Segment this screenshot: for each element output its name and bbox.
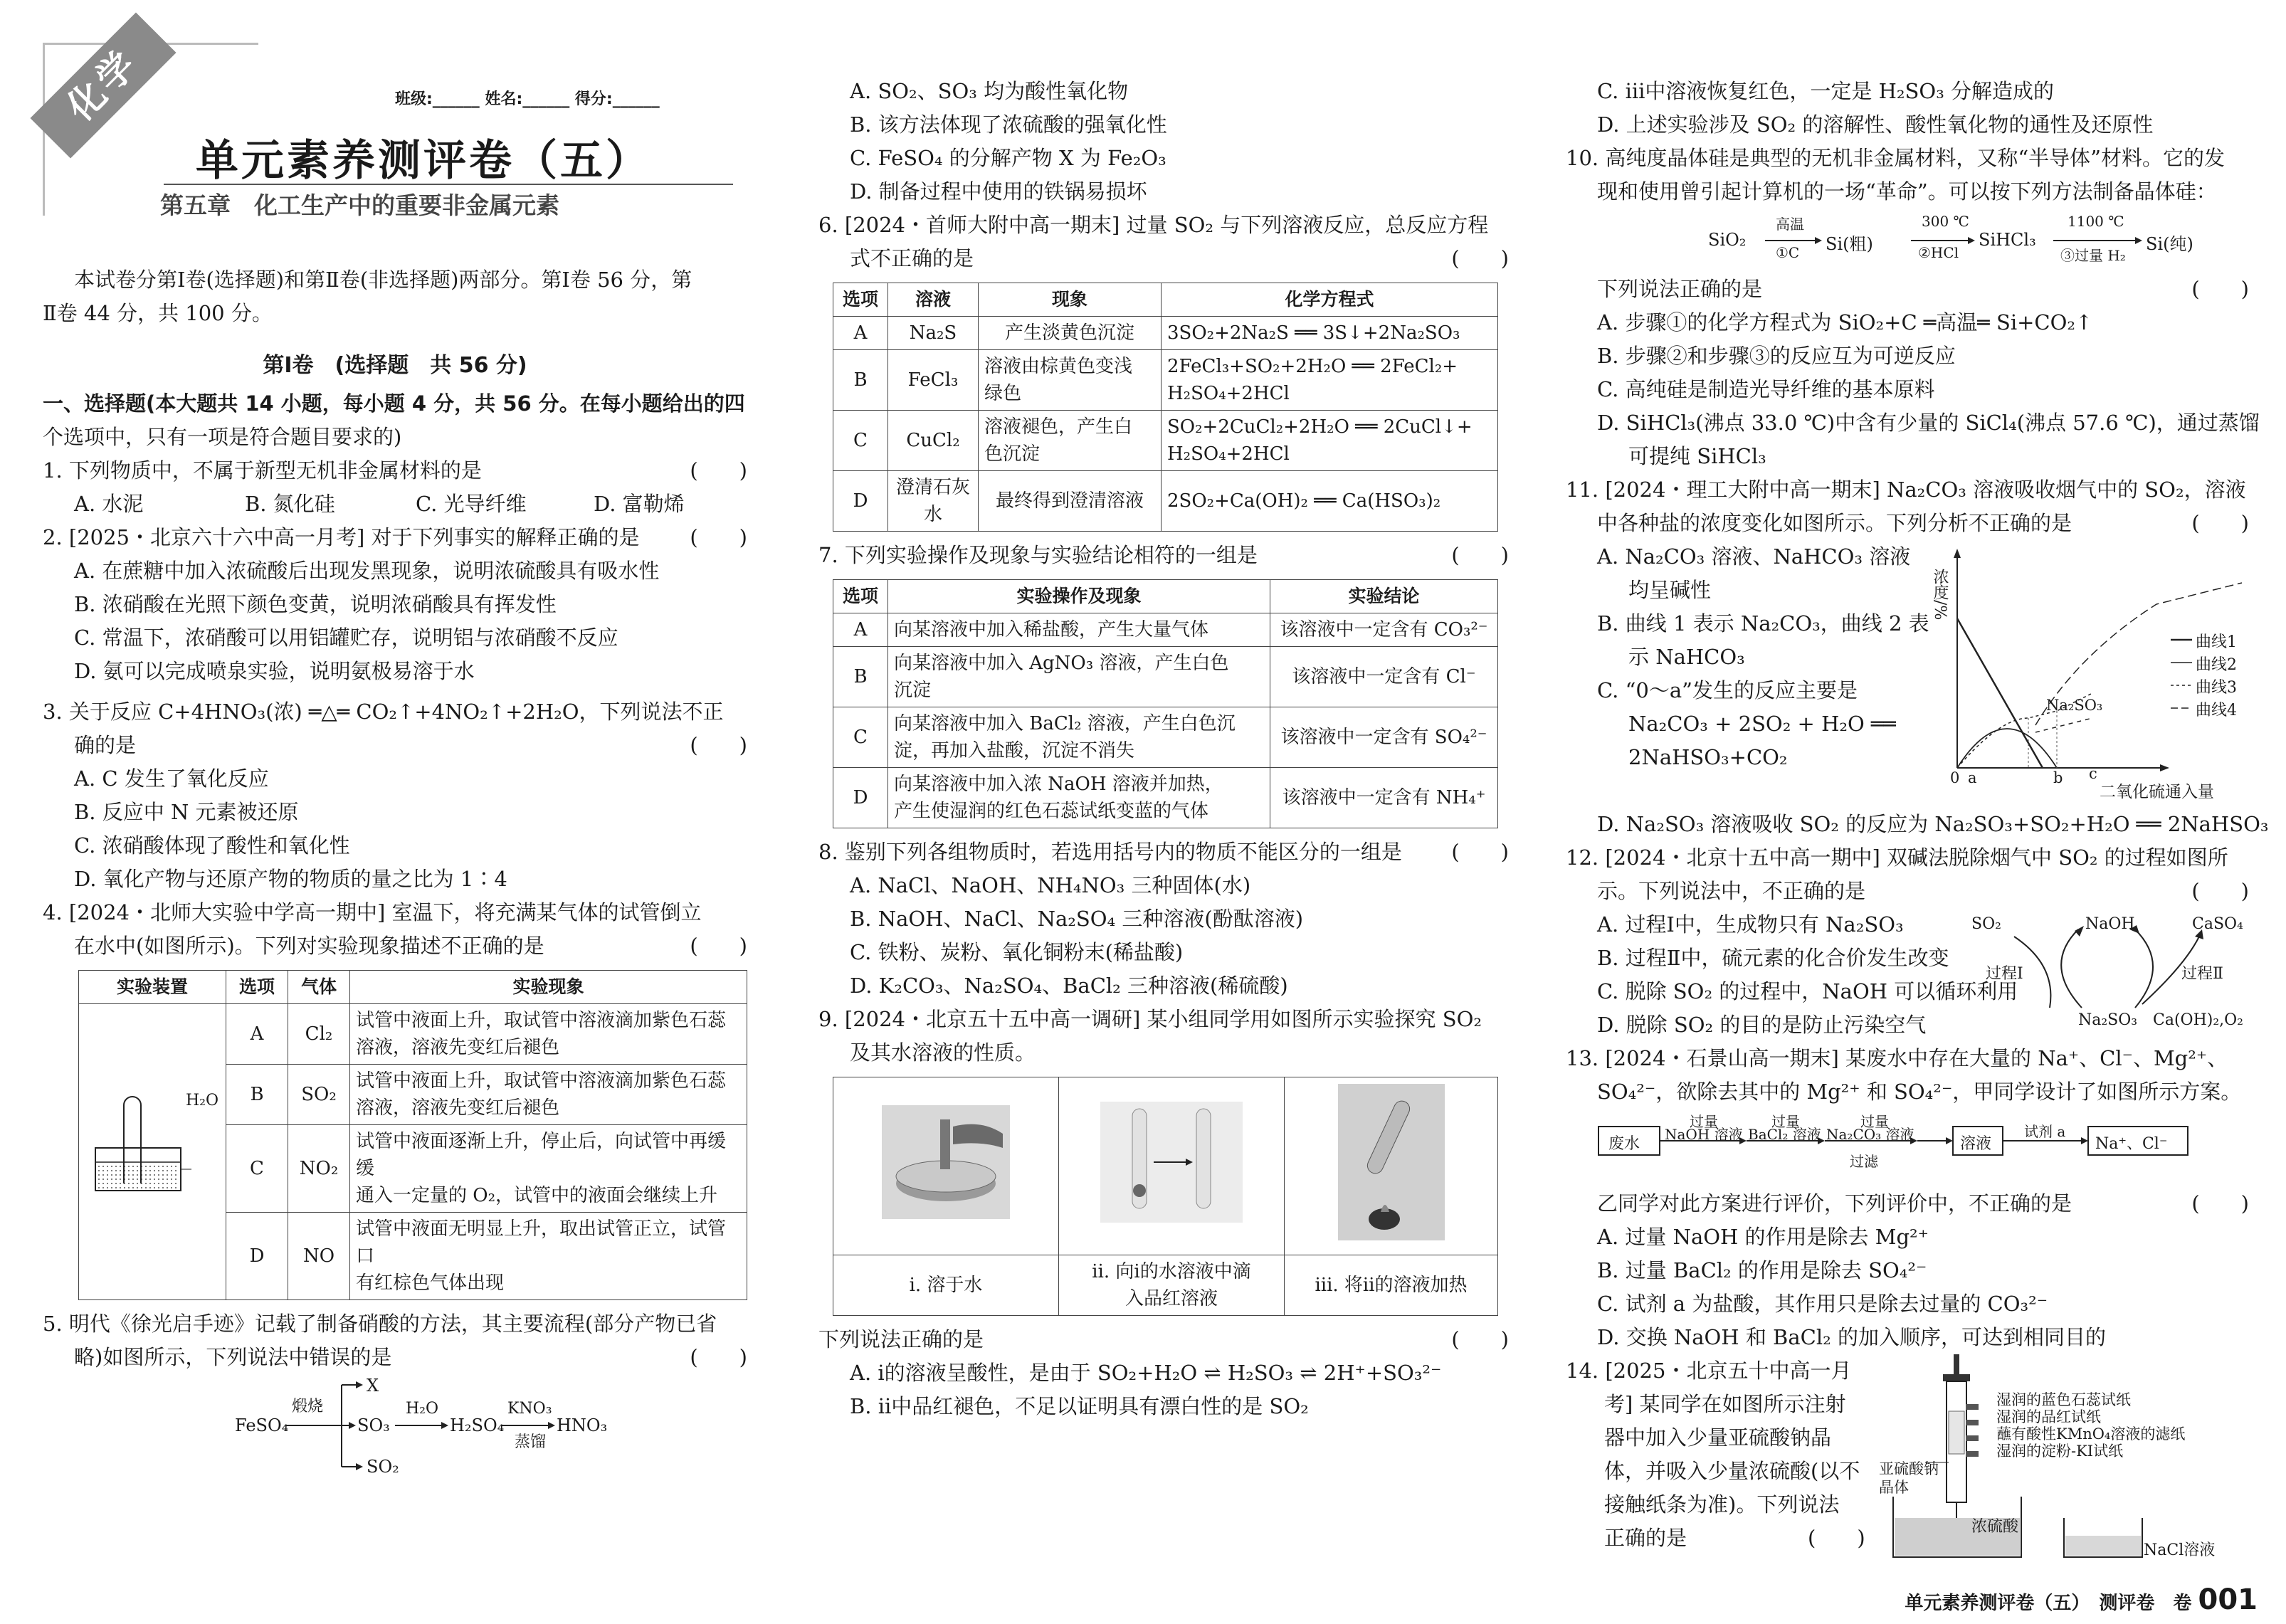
flow-si-crude: Si(粗) (1826, 234, 1873, 254)
q9-caption-3: ⅲ. 将ⅱ的溶液加热 (1285, 1255, 1498, 1316)
intro-line: 本试卷分第Ⅰ卷(选择题)和第Ⅱ卷(非选择题)两部分。第Ⅰ卷 56 分，第 (74, 268, 692, 292)
title-rule (164, 184, 733, 185)
flow-h2so4: H₂SO₄ (450, 1415, 505, 1435)
q6-row-b-solution: FeCl₃ (888, 350, 979, 411)
q11-chart-ylabel: 浓度/% (1931, 569, 1949, 621)
water-label: H₂O (186, 1092, 219, 1109)
flow-solution: 溶液 (1960, 1135, 1992, 1153)
q5-flow-diagram (235, 1374, 633, 1477)
q10-ask: 下列说法正确的是 ( ) (1597, 277, 2249, 301)
q7-header-operation: 实验操作及现象 (888, 580, 1270, 613)
flow-si-pure: Si(纯) (2146, 234, 2193, 254)
q14-label-magenta: 湿润的品红试纸 (1996, 1408, 2101, 1425)
q6-row-a-equation: 3SO₂+2Na₂S ══ 3S↓+2Na₂SO₃ (1162, 317, 1498, 350)
q7-row-a-operation: 向某溶液中加入稀盐酸，产生大量气体 (888, 613, 1270, 647)
flow-sio2: SiO₂ (1708, 230, 1747, 250)
question-5-cont: 略)如图所示，下列说法中错误的是 ( ) (74, 1345, 747, 1369)
q6-row-b-equation: 2FeCl₃+SO₂+2H₂O ══ 2FeCl₂+ H₂SO₄+2HCl (1162, 350, 1498, 411)
chapter-title: 第五章 化工生产中的重要非金属元素 (160, 191, 559, 219)
q6-row-c-equation: SO₂+2CuCl₂+2H₂O ══ 2CuCl↓+ H₂SO₄+2HCl (1162, 411, 1498, 471)
q4-row-c-desc: 试管中液面逐渐上升，停止后，向试管中再缓缓 通入一定量的 O₂，试管中的液面会继续上升 (350, 1125, 747, 1213)
dissolve-photo (882, 1105, 1010, 1219)
test-tubes-photo (1100, 1102, 1243, 1223)
q11-options-left (1566, 540, 1929, 774)
q11-option-a: A. Na₂CO₃ 溶液、NaHCO₃ 溶液 (1597, 544, 1911, 569)
q14-figure (1879, 1354, 2249, 1561)
q4-row-d-gas: NO (288, 1213, 350, 1300)
q12-cycle-diagram (1971, 908, 2249, 1042)
flow-reagent-a: 试剂 a (2024, 1123, 2066, 1140)
q14-label-blue-litmus: 湿润的蓝色石蕊试纸 (1996, 1391, 2131, 1408)
q11-legend-1: 曲线1 (2196, 633, 2237, 651)
q12-option-d: D. 脱除 SO₂ 的目的是防止污染空气 (1597, 1013, 1927, 1037)
flow-h2o: H₂O (406, 1400, 439, 1418)
q14-label-crystal: 亚硫酸钠晶体 (1879, 1460, 1939, 1496)
question-12-cont: 示。下列说法中，不正确的是 ( ) (1597, 879, 2249, 903)
flow-step2-top: 300 ℃ (1922, 213, 1969, 230)
q14-line: 14. [2025・北京五十中高一月 (1566, 1359, 1852, 1383)
q4-row-c-option: C (226, 1125, 288, 1213)
cycle-na2so3: Na₂SO₃ (2078, 1011, 2138, 1029)
question-2: 2. [2025・北京六十六中高一月考] 对于下列事实的解释正确的是 ( ) (43, 525, 747, 549)
q8-option-d: D. K₂CO₃、Na₂SO₄、BaCl₂ 三种溶液(稀硫酸) (850, 974, 1288, 998)
q5-option-b: B. 该方法体现了浓硫酸的强氧化性 (850, 112, 1167, 137)
q11-option-c: C. “0～a”发生的反应主要是 (1597, 678, 1858, 702)
question-11: 11. [2024・理工大附中高一期末] Na₂CO₃ 溶液吸收烟气中的 SO₂，溶液 (1566, 478, 2246, 502)
q3-option-d: D. 氧化产物与还原产物的物质的量之比为 1∶4 (74, 867, 507, 891)
q8-option-c: C. 铁粉、炭粉、氧化铜粉末(稀盐酸) (850, 940, 1184, 964)
question-10-cont: 现和使用曾引起计算机的一场“革命”。可以按下列方法制备晶体硅： (1597, 179, 2217, 204)
q4-header-apparatus: 实验装置 (79, 971, 226, 1004)
q11-chart-tick-c: c (2089, 765, 2097, 782)
q6-row-b-option: B (833, 350, 888, 411)
q9-caption-2: ⅱ. 向ⅰ的水溶液中滴 入品红溶液 (1059, 1255, 1285, 1316)
cycle-process-1: 过程Ⅰ (1986, 965, 2023, 983)
column-3 (1566, 75, 2269, 1561)
q10-flow-diagram (1708, 209, 2235, 273)
heating-photo (1338, 1084, 1445, 1240)
student-info-line: 班级:______ 姓名:______ 得分:______ (395, 90, 660, 108)
q4-header-option: 选项 (226, 971, 288, 1004)
q2-option-a: A. 在蔗糖中加入浓硫酸后出现发黑现象，说明浓硫酸具有吸水性 (74, 559, 660, 583)
question-3-cont: 确的是 ( ) (74, 733, 747, 757)
flow-step2-bottom: ②HCl (1918, 244, 1959, 261)
q4-row-a-gas: Cl₂ (288, 1004, 350, 1065)
q4-apparatus-figure (79, 1004, 226, 1300)
flow-step3-bottom: ③过量 H₂ (2060, 247, 2126, 264)
q1-options: A. 水泥 B. 氮化硅 C. 光导纤维 D. 富勒烯 (74, 492, 685, 516)
q11-chart-origin: 0 (1950, 769, 1960, 786)
q7-table (833, 579, 1498, 828)
q11-legend-2: 曲线2 (2196, 656, 2237, 674)
q9-option-a: A. ⅰ的溶液呈酸性，是由于 SO₂+H₂O ⇌ H₂SO₃ ⇌ 2H⁺+SO₃²⁻ (850, 1361, 1442, 1385)
q7-header-conclusion: 实验结论 (1270, 580, 1498, 613)
q4-row-a-desc: 试管中液面上升，取试管中溶液滴加紫色石蕊 溶液，溶液先变红后褪色 (350, 1004, 747, 1065)
q9-photo-2 (1059, 1077, 1285, 1255)
cycle-process-2: 过程Ⅱ (2181, 965, 2223, 983)
q14-label-starch-ki: 湿润的淀粉-KI试纸 (1996, 1443, 2124, 1460)
q13-ask: 乙同学对此方案进行评价，下列评价中，不正确的是 ( ) (1597, 1191, 2249, 1216)
question-12: 12. [2024・北京十五中高一期中] 双碱法脱除烟气中 SO₂ 的过程如图所 (1566, 845, 2228, 870)
q11-chart (1929, 540, 2249, 803)
q10-option-d: D. SiHCl₃(沸点 33.0 ℃)中含有少量的 SiCl₄(沸点 57.6 ℃)，通过蒸馏 (1597, 411, 2260, 435)
q3-option-c: C. 浓硝酸体现了酸性和氧化性 (74, 833, 350, 858)
q14-label-acid: 浓硫酸 (1971, 1518, 2019, 1536)
q14-line: 器中加入少量亚硫酸钠晶 (1604, 1425, 1832, 1450)
q7-row-c-option: C (833, 707, 888, 768)
q9-option-c: C. ⅲ中溶液恢复红色，一定是 H₂SO₃ 分解造成的 (1597, 79, 2055, 103)
flow-r1-bottom: NaOH 溶液 (1665, 1126, 1743, 1143)
q14-line: 正确的是 ( ) (1604, 1526, 1865, 1550)
q7-row-d-conclusion: 该溶液中一定含有 NH₄⁺ (1270, 768, 1498, 828)
q14-stem (1566, 1354, 1893, 1555)
q14-label-kmno4: 蘸有酸性KMnO₄溶液的滤纸 (1996, 1425, 2186, 1443)
q4-row-d-option: D (226, 1213, 288, 1300)
q10-option-b: B. 步骤②和步骤③的反应互为可逆反应 (1597, 344, 1956, 368)
q11-option-a-cont: 均呈碱性 (1628, 578, 1712, 602)
q7-row-c-operation: 向某溶液中加入 BaCl₂ 溶液，产生白色沉 淀，再加入盐酸，沉淀不消失 (888, 707, 1270, 768)
q13-flow-diagram (1597, 1109, 2245, 1187)
q6-row-b-phenomenon: 溶液由棕黄色变浅 绿色 (979, 350, 1162, 411)
q11-chart-na2so3-label: Na₂SO₃ (2046, 697, 2103, 714)
q13-option-c: C. 试剂 a 为盐酸，其作用只是除去过量的 CO₃²⁻ (1597, 1292, 2048, 1316)
column-2 (818, 75, 1509, 1423)
q7-row-b-conclusion: 该溶液中一定含有 Cl⁻ (1270, 647, 1498, 707)
column-1 (43, 263, 747, 1477)
q2-option-b: B. 浓硝酸在光照下颜色变黄，说明浓硝酸具有挥发性 (74, 592, 557, 616)
flow-r3-top: 过量 (1860, 1113, 1889, 1130)
q7-row-d-option: D (833, 768, 888, 828)
q5-option-a: A. SO₂、SO₃ 均为酸性氧化物 (850, 79, 1129, 103)
flow-waste-water: 废水 (1608, 1135, 1640, 1153)
q14-line: 接触纸条为准)。下列说法 (1604, 1492, 1840, 1517)
q2-option-c: C. 常温下，浓硝酸可以用铝罐贮存，说明铝与浓硝酸不反应 (74, 626, 618, 650)
flow-sihcl3: SiHCl₃ (1979, 230, 2036, 250)
flow-hno3: HNO₃ (557, 1415, 608, 1435)
q6-row-d-equation: 2SO₂+Ca(OH)₂ ══ Ca(HSO₃)₂ (1162, 471, 1498, 532)
q11-chart-tick-b: b (2053, 769, 2063, 786)
q6-header-phenomenon: 现象 (979, 283, 1162, 317)
flow-so3: SO₃ (357, 1415, 390, 1435)
q4-row-b-gas: SO₂ (288, 1065, 350, 1125)
question-9: 9. [2024・北京五十五中高一调研] 某小组同学用如图所示实验探究 SO₂ (818, 1007, 1482, 1031)
q6-row-c-phenomenon: 溶液褪色，产生白 色沉淀 (979, 411, 1162, 471)
q7-row-b-option: B (833, 647, 888, 707)
flow-step3-top: 1100 ℃ (2068, 213, 2124, 230)
q9-photo-1 (833, 1077, 1059, 1255)
q7-row-b-operation: 向某溶液中加入 AgNO₃ 溶液，产生白色 沉淀 (888, 647, 1270, 707)
question-6-cont: 式不正确的是 ( ) (850, 246, 1509, 270)
q6-row-a-phenomenon: 产生淡黄色沉淀 (979, 317, 1162, 350)
q5-option-c: C. FeSO₄ 的分解产物 X 为 Fe₂O₃ (850, 146, 1166, 170)
q2-option-d: D. 氨可以完成喷泉实验，说明氨极易溶于水 (74, 659, 475, 683)
q6-row-d-solution: 澄清石灰水 (888, 471, 979, 532)
q12-option-b: B. 过程Ⅱ中，硫元素的化合价发生改变 (1597, 946, 1949, 970)
question-6: 6. [2024・首师大附中高一期末] 过量 SO₂ 与下列溶液反应，总反应方程 (818, 213, 1489, 237)
q6-header-option: 选项 (833, 283, 888, 317)
q13-option-d: D. 交换 NaOH 和 BaCl₂ 的加入顺序，可达到相同目的 (1597, 1325, 2106, 1349)
q3-option-b: B. 反应中 N 元素被还原 (74, 800, 299, 824)
page-number: 001 (2198, 1583, 2258, 1616)
q11-option-b: B. 曲线 1 表示 Na₂CO₃，曲线 2 表 (1597, 611, 1929, 636)
q11-legend-3: 曲线3 (2196, 679, 2237, 697)
q4-header-phenomenon: 实验现象 (350, 971, 747, 1004)
q13-option-b: B. 过量 BaCl₂ 的作用是除去 SO₄²⁻ (1597, 1258, 1927, 1282)
q9-photo-3 (1285, 1077, 1498, 1255)
q12-option-a: A. 过程Ⅰ中，生成物只有 Na₂SO₃ (1597, 912, 1904, 937)
q10-option-a: A. 步骤①的化学方程式为 SiO₂+C ═高温═ Si+CO₂↑ (1597, 310, 2093, 334)
q11-chart-tick-a: a (1968, 769, 1977, 786)
q8-option-b: B. NaOH、NaCl、Na₂SO₄ 三种溶液(酚酞溶液) (850, 907, 1304, 931)
q4-header-gas: 气体 (288, 971, 350, 1004)
header (0, 0, 754, 249)
flow-step1-bottom: ①C (1776, 244, 1800, 261)
flow-r1-top: 过量 (1690, 1113, 1718, 1130)
intro-line: Ⅱ卷 44 分，共 100 分。 (43, 301, 273, 325)
flow-r3-bottom: Na₂CO₃ 溶液 (1826, 1126, 1914, 1143)
q10-option-d-cont: 可提纯 SiHCl₃ (1628, 444, 1766, 468)
q9-option-b: B. ⅱ中品红褪色，不足以证明具有漂白性的是 SO₂ (850, 1394, 1309, 1418)
q6-header-equation: 化学方程式 (1162, 283, 1498, 317)
q7-header-option: 选项 (833, 580, 888, 613)
q5-option-d: D. 制备过程中使用的铁锅易损坏 (850, 179, 1147, 204)
section-title: 第Ⅰ卷 (选择题 共 56 分) (263, 353, 527, 378)
flow-step1-top: 高温 (1776, 216, 1804, 233)
q14-line: 考] 某同学在如图所示注射 (1604, 1392, 1846, 1416)
question-14 (1566, 1354, 2249, 1561)
q4-row-d-desc: 试管中液面无明显上升，取出试管正立，试管口 有红棕色气体出现 (350, 1213, 747, 1300)
part-heading: 个选项中，只有一项是符合题目要求的) (43, 425, 402, 449)
cycle-caoh2: Ca(OH)₂,O₂ (2153, 1011, 2244, 1029)
flow-x: X (367, 1376, 379, 1396)
flow-so2: SO₂ (367, 1457, 399, 1477)
q4-row-a-option: A (226, 1004, 288, 1065)
flow-ions: Na⁺、Cl⁻ (2095, 1135, 2168, 1153)
q12-block (1566, 908, 2249, 1042)
q11-option-c-cont: Na₂CO₃ + 2SO₂ + H₂O ══ (1628, 712, 1896, 736)
q7-row-c-conclusion: 该溶液中一定含有 SO₄²⁻ (1270, 707, 1498, 768)
question-1: 1. 下列物质中，不属于新型无机非金属材料的是 ( ) (43, 458, 747, 483)
question-10: 10. 高纯度晶体硅是典型的无机非金属材料，又称“半导体”材料。它的发 (1566, 146, 2225, 170)
q6-row-c-option: C (833, 411, 888, 471)
q6-row-a-solution: Na₂S (888, 317, 979, 350)
q6-row-a-option: A (833, 317, 888, 350)
q9-ask: 下列说法正确的是 ( ) (818, 1327, 1509, 1351)
part-heading: 一、选择题(本大题共 14 小题，每小题 4 分，共 56 分。在每小题给出的四 (43, 391, 745, 416)
q14-line: 体，并吸入少量浓硫酸(以不 (1604, 1459, 1860, 1483)
question-3: 3. 关于反应 C+4HNO₃(浓) ═△═ CO₂↑+4NO₂↑+2H₂O，下列说法不正 (43, 700, 724, 724)
q6-row-c-solution: CuCl₂ (888, 411, 979, 471)
q12-options (1566, 908, 2018, 1042)
q14-label-nacl: NaCl溶液 (2144, 1541, 2216, 1559)
q3-option-a: A. C 发生了氧化反应 (74, 766, 269, 791)
q11-block (1566, 540, 2249, 808)
q11-option-c-cont2: 2NaHSO₃+CO₂ (1628, 745, 1788, 769)
flow-filter: 过滤 (1850, 1153, 1878, 1170)
q11-chart-xlabel: 二氧化硫通入量 (2100, 783, 2214, 801)
q7-row-d-operation: 向某溶液中加入浓 NaOH 溶液并加热， 产生使湿润的红色石蕊试纸变蓝的气体 (888, 768, 1270, 828)
question-8: 8. 鉴别下列各组物质时，若选用括号内的物质不能区分的一组是 ( ) (818, 840, 1509, 864)
q4-row-c-gas: NO₂ (288, 1125, 350, 1213)
q6-header-solution: 溶液 (888, 283, 979, 317)
q4-row-b-desc: 试管中液面上升，取试管中溶液滴加紫色石蕊 溶液，溶液先变红后褪色 (350, 1065, 747, 1125)
q7-row-a-option: A (833, 613, 888, 647)
q11-legend-4: 曲线4 (2196, 702, 2237, 719)
footer-text: 单元素养测评卷（五） 测评卷 卷 (1905, 1593, 2192, 1614)
q9-figure-table (833, 1077, 1498, 1316)
q11-option-d: D. Na₂SO₃ 溶液吸收 SO₂ 的反应为 Na₂SO₃+SO₂+H₂O ══ 2NaHSO₃ (1597, 812, 2269, 836)
exam-title: 单元素养测评卷（五） (196, 136, 651, 186)
flow-calcine: 煅烧 (292, 1398, 324, 1415)
q12-option-c: C. 脱除 SO₂ 的过程中，NaOH 可以循环利用 (1597, 979, 2018, 1003)
q10-option-c: C. 高纯硅是制造光导纤维的基本原料 (1597, 377, 1935, 401)
q6-row-d-phenomenon: 最终得到澄清溶液 (979, 471, 1162, 532)
q9-option-d: D. 上述实验涉及 SO₂ 的溶解性、酸性氧化物的通性及还原性 (1597, 112, 2154, 137)
q9-caption-1: ⅰ. 溶于水 (833, 1255, 1059, 1316)
page-footer (1905, 1583, 2258, 1616)
q6-row-d-option: D (833, 471, 888, 532)
q6-table (833, 283, 1498, 532)
question-7: 7. 下列实验操作及现象与实验结论相符的一组是 ( ) (818, 543, 1509, 567)
question-5: 5. 明代《徐光启手迹》记载了制备硝酸的方法，其主要流程(部分产物已省 (43, 1312, 717, 1336)
flow-r2-bottom: BaCl₂ 溶液 (1748, 1126, 1821, 1143)
flow-kno3: KNO₃ (507, 1400, 552, 1418)
q13-option-a: A. 过量 NaOH 的作用是除去 Mg²⁺ (1597, 1225, 1929, 1249)
cycle-so2: SO₂ (1971, 915, 2001, 933)
flow-r2-top: 过量 (1771, 1113, 1800, 1130)
cycle-caso4: CaSO₄ (2192, 915, 2243, 933)
q4-row-b-option: B (226, 1065, 288, 1125)
question-9-cont: 及其水溶液的性质。 (850, 1040, 1036, 1065)
q7-row-a-conclusion: 该溶液中一定含有 CO₃²⁻ (1270, 613, 1498, 647)
question-11-cont: 中各种盐的浓度变化如图所示。下列分析不正确的是 ( ) (1597, 511, 2249, 535)
question-13: 13. [2024・石景山高一期末] 某废水中存在大量的 Na⁺、Cl⁻、Mg²⁺、 (1566, 1046, 2228, 1070)
subject-banner: 化学 (30, 12, 176, 158)
question-4: 4. [2024・北师大实验中学高一期中] 室温下，将充满某气体的试管倒立 (43, 900, 702, 924)
flow-distill: 蒸馏 (515, 1433, 547, 1451)
flow-feso4: FeSO₄ (235, 1415, 289, 1435)
question-4-cont: 在水中(如图所示)。下列对实验现象描述不正确的是 ( ) (74, 934, 747, 958)
cycle-naoh: NaOH (2085, 915, 2135, 933)
q8-option-a: A. NaCl、NaOH、NH₄NO₃ 三种固体(水) (850, 873, 1251, 897)
q4-table (78, 970, 747, 1300)
question-13-cont: SO₄²⁻，欲除去其中的 Mg²⁺ 和 SO₄²⁻，甲同学设计了如图所示方案。 (1597, 1080, 2242, 1104)
q11-option-b-cont: 示 NaHCO₃ (1628, 645, 1745, 669)
